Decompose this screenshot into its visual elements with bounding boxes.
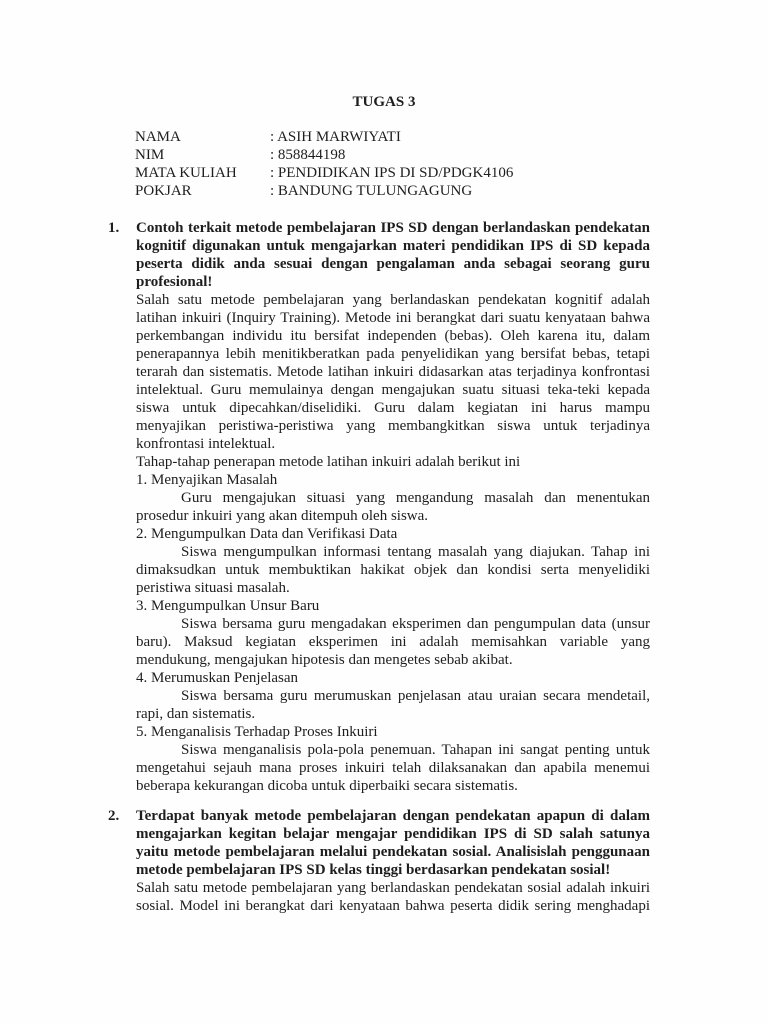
step-text: Siswa menganalisis pola-pola penemuan. Tahapan ini sangat penting untuk mengetahui sejauh mana proses inkuiri telah dilaksanakan dan apabila menemui beberapa kekurangan dicoba untuk diperbaiki secara sistematis. bbox=[136, 742, 650, 794]
step-heading: 2. Mengumpulkan Data dan Verifikasi Data bbox=[136, 526, 398, 542]
step-heading: 3. Mengumpulkan Unsur Baru bbox=[136, 598, 320, 614]
info-value: : PENDIDIKAN IPS DI SD/PDGK4106 bbox=[270, 165, 514, 181]
info-row-pokjar bbox=[135, 182, 513, 200]
question-2-section bbox=[108, 807, 650, 915]
question-2-text: Terdapat banyak metode pembelajaran dengan pendekatan apapun di dalam mengajarkan kegitan belajar mengajar pendidikan IPS di SD salah satunya yaitu metode pembelajaran melalui pendekatan sosial. Analisislah penggunaan metode pembelajaran IPS SD kelas tinggi berdasarkan pendekatan sosial! bbox=[136, 808, 650, 878]
step-heading: 5. Menganalisis Terhadap Proses Inkuiri bbox=[136, 724, 378, 740]
step-text: Guru mengajukan situasi yang mengandung masalah dan menentukan prosedur inkuiri yang akan ditempuh oleh siswa. bbox=[136, 490, 650, 524]
info-row-nama bbox=[135, 128, 513, 146]
step-heading: 4. Merumuskan Penjelasan bbox=[136, 670, 299, 686]
answer-2-text: Salah satu metode pembelajaran yang berlandaskan pendekatan sosial adalah inkuiri sosial. Model ini berangkat dari kenyataan bahwa peserta didik sering menghadapi bbox=[136, 880, 650, 914]
question-2-body bbox=[136, 807, 650, 915]
step-text: Siswa mengumpulkan informasi tentang masalah yang diajukan. Tahap ini dimaksudkan untuk membuktikan hakikat objek dan kondisi serta menyelidiki peristiwa situasi masalah. bbox=[136, 544, 650, 596]
info-value: : BANDUNG TULUNGAGUNG bbox=[270, 183, 473, 199]
info-label: NIM bbox=[135, 147, 165, 163]
student-info bbox=[135, 128, 513, 200]
document-title: TUGAS 3 bbox=[352, 94, 416, 110]
info-row-nim bbox=[135, 146, 513, 164]
steps-intro: Tahap-tahap penerapan metode latihan inkuiri adalah berikut ini bbox=[136, 454, 521, 470]
info-label: MATA KULIAH bbox=[135, 165, 237, 181]
question-1-body bbox=[136, 219, 650, 795]
answer-1-intro: Salah satu metode pembelajaran yang berlandaskan pendekatan kognitif adalah latihan inkuiri (Inquiry Training). Metode ini berangkat dari suatu kenyataan bahwa perkembangan individu itu bersifat independen (bebas). Oleh karena itu, dalam penerapannya lebih menitikberatkan pada penyelidikan yang bersifat bebas, tetapi terarah dan sistematis. Metode latihan inkuiri didasarkan atas terjadinya konfrontasi intelektual. Guru memulainya dengan mengajukan suatu situasi teka-teki kepada siswa untuk dipecahkan/diselidiki. Guru dalam kegiatan ini harus mampu menyajikan peristiwa-peristiwa yang membangkitkan siswa untuk terjadinya konfrontasi intelektual. bbox=[136, 292, 650, 452]
question-number: 1. bbox=[108, 220, 120, 236]
info-value: : ASIH MARWIYATI bbox=[270, 129, 401, 145]
info-value: : 858844198 bbox=[270, 147, 346, 163]
step-text: Siswa bersama guru merumuskan penjelasan atau uraian secara mendetail, rapi, dan sistematis. bbox=[136, 688, 650, 722]
step-heading: 1. Menyajikan Masalah bbox=[136, 472, 278, 488]
info-label: NAMA bbox=[135, 129, 181, 145]
question-1-text: Contoh terkait metode pembelajaran IPS SD dengan berlandaskan pendekatan kognitif digunakan untuk mengajarkan materi pendidikan IPS di SD kepada peserta didik anda sesuai dengan pengalaman anda sebagai seorang guru profesional! bbox=[136, 220, 650, 290]
question-number: 2. bbox=[108, 808, 120, 824]
info-row-mata-kuliah bbox=[135, 164, 513, 182]
step-text: Siswa bersama guru mengadakan eksperimen dan pengumpulan data (unsur baru). Maksud kegiatan eksperimen ini adalah memisahkan variable yang mendukung, mengajukan hipotesis dan mengetes sebab akibat. bbox=[136, 616, 650, 668]
info-label: POKJAR bbox=[135, 183, 192, 199]
question-1-section bbox=[108, 219, 650, 795]
